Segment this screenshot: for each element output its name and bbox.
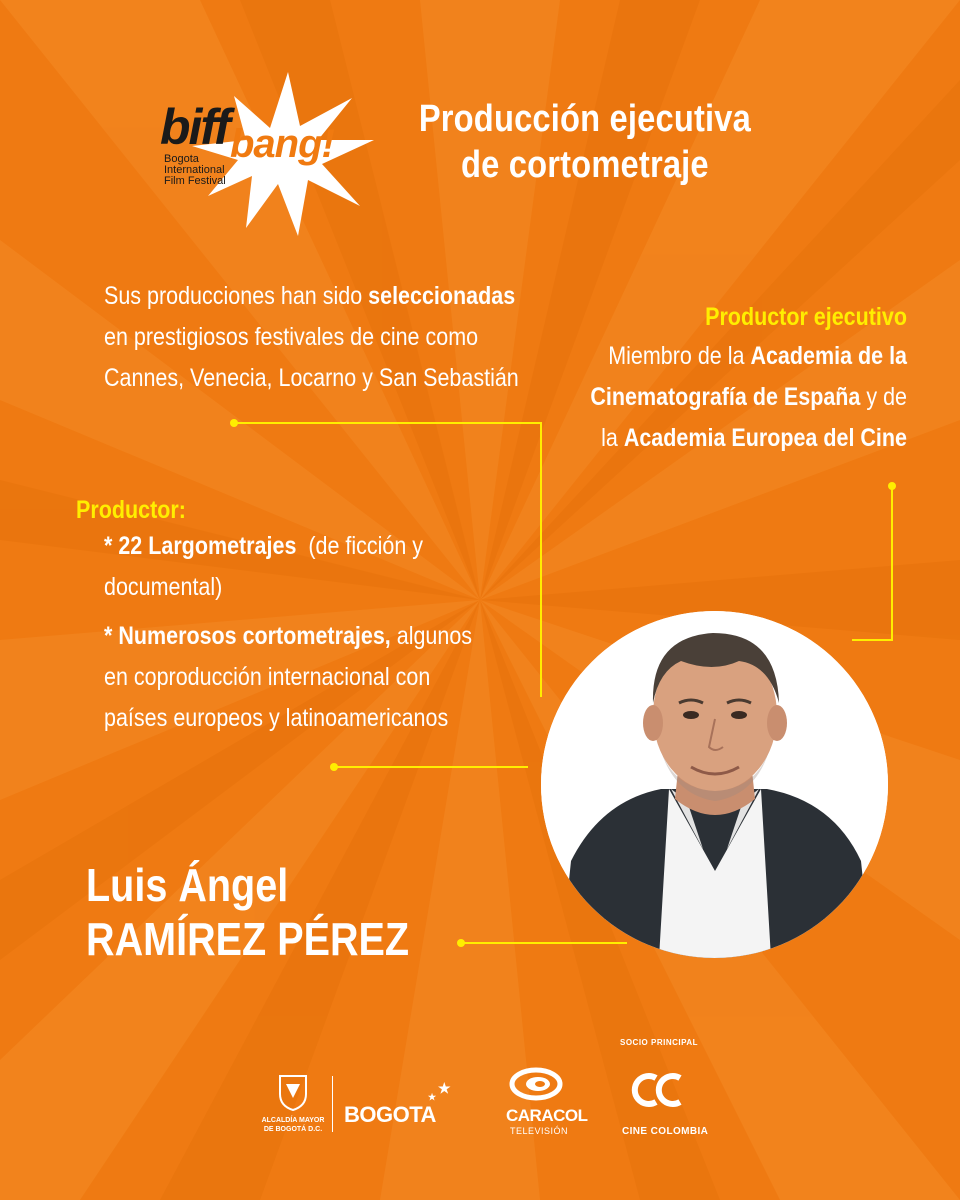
exec-producer-heading: Productor ejecutivo [705,303,907,331]
star-icon: ★ [438,1080,451,1096]
producer-heading: Productor: [76,496,186,524]
person-name [86,858,409,966]
star-icon-small: ★ [428,1092,437,1102]
person-portrait [541,611,888,958]
biff-logo [148,68,378,238]
exec-producer-block: Productor ejecutivo Miembro de la Academia de la Cinematografía de España y de la Academia Europea del Cine [454,298,907,459]
cine-colombia-text: CINE COLOMBIA [622,1126,709,1137]
logo-tagline: Bogota International Film Festival [164,153,226,187]
coat-of-arms-icon [276,1072,310,1112]
producer-list: * 22 Largometrajes (de ficción y documental) * Numerosos cortometrajes, algunos en coproducción internacional con países europeos y latinoamericanos [104,526,517,739]
festivals-block: Sus producciones han sido seleccionadas en prestigiosos festivales de cine como Cannes, Venecia, Locarno y San Sebastián [104,282,519,392]
title-line-2: de cortometraje [461,144,709,186]
logo-biff-text: biff [160,99,229,155]
person-first-name: Luis Ángel [86,859,289,911]
caracol-subtitle: TELEVISIÓN [510,1126,569,1136]
caracol-logo-text: CARACOL [506,1106,588,1125]
title-line-1: Producción ejecutiva [418,98,751,140]
logo-bang-text: bang! [230,122,334,166]
festivals-highlight: seleccionadas [368,282,516,310]
caracol-swirl-icon [508,1066,564,1102]
footer-divider [332,1076,333,1132]
alcaldia-label: ALCALDÍA MAYOR DE BOGOTÁ D.C. [261,1117,325,1133]
person-last-name: RAMÍREZ PÉREZ [86,913,410,965]
connector-dot [330,763,338,771]
connector-dot [888,482,896,490]
partner-label: SOCIO PRINCIPAL [620,1038,699,1047]
cine-colombia-icon [626,1070,692,1110]
producer-item-short-films: * Numerosos cortometrajes, algunos [104,622,473,650]
portrait-photo [541,611,888,958]
connector-dot [230,419,238,427]
producer-item-feature-films: * 22 Largometrajes (de ficción y [104,532,424,560]
bogota-logo-text: BOGOTA [344,1102,436,1127]
footer-logos [0,1030,960,1150]
page-title [400,96,770,188]
connector-dot [457,939,465,947]
